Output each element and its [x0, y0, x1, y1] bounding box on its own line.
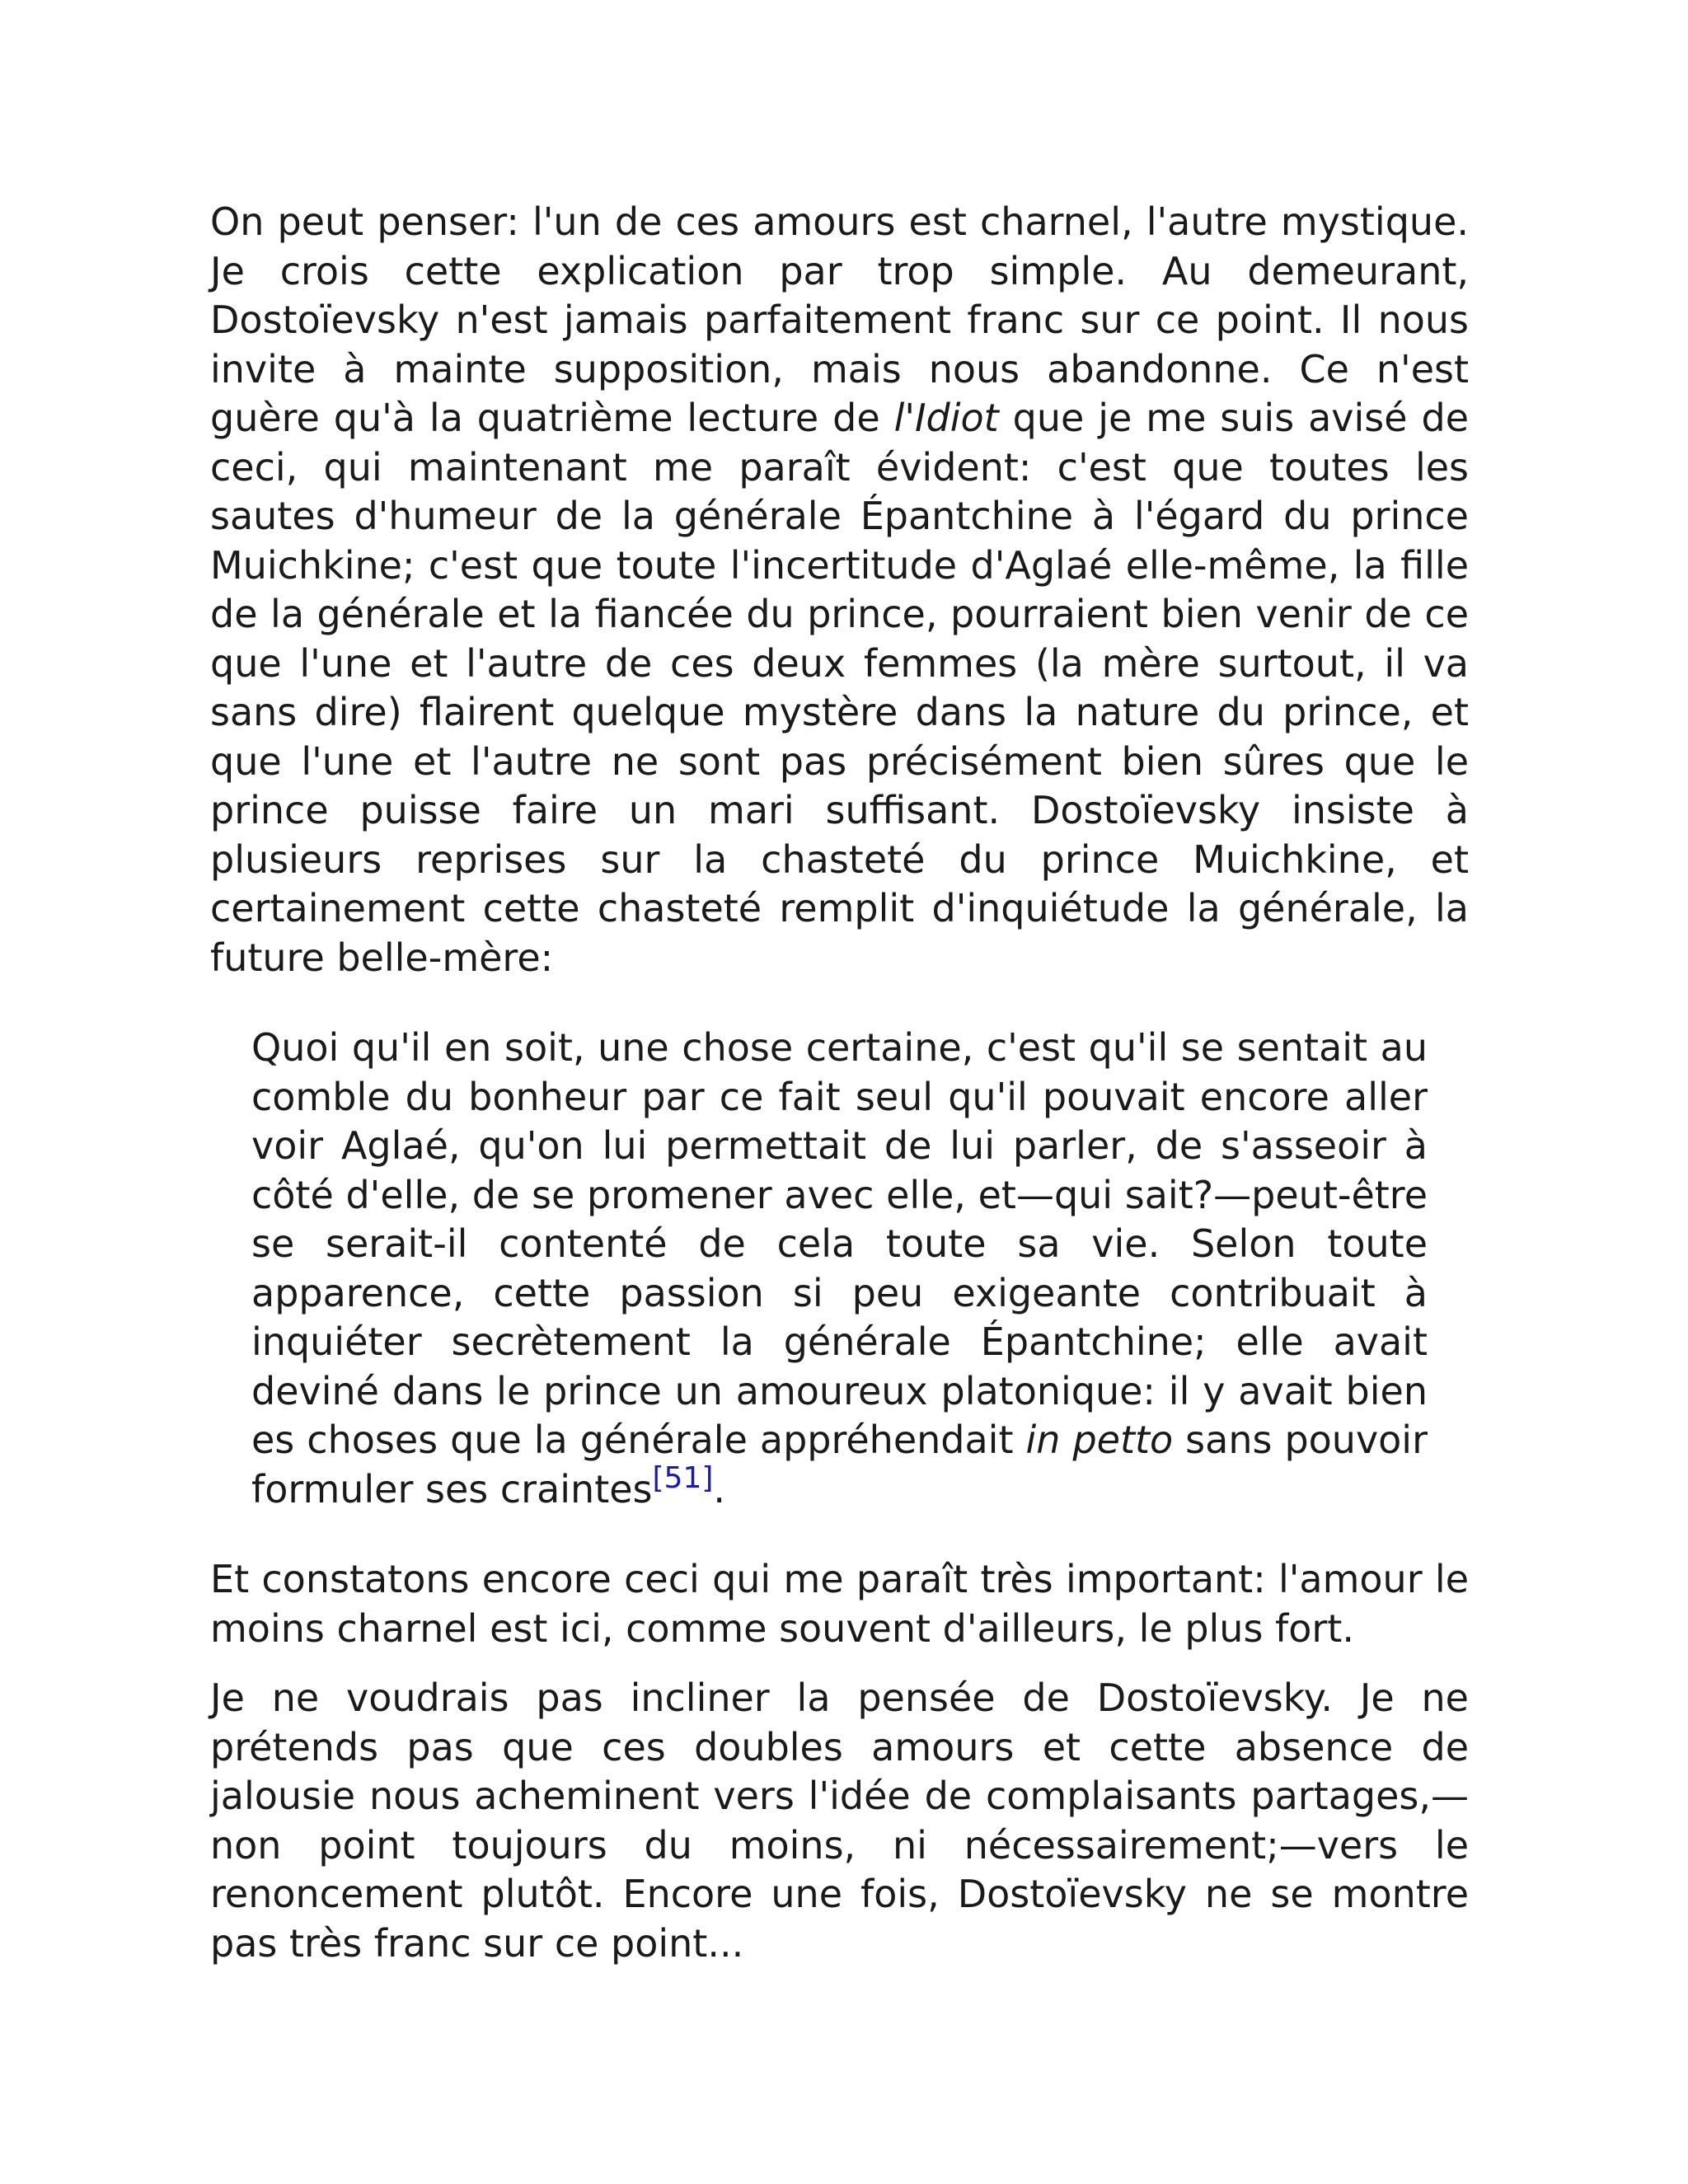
footnote-link-51[interactable]: [51] [652, 1460, 714, 1495]
paragraph-3: Je ne voudrais pas incliner la pensée de Dostoïevsky. Je ne prétends pas que ces doubles amours et cette absence de jalousie nous acheminent vers l'idée de complaisants partages,—non point toujours du moins, ni nécessairement;—vers le renoncement plutôt. Encore une fois, Dostoïevsky ne se montre pas très franc sur ce point... [210, 1675, 1469, 1966]
book-title-idiot: l'Idiot [893, 396, 999, 440]
quote-text-b: sans pouvoir formuler ses craintes [251, 1418, 1428, 1511]
quote-end: . [713, 1466, 726, 1511]
paragraph-1-text-a: On peut penser: l'un de ces amours est charnel, l'autre mystique. Je crois cette explication par trop simple. Au demeurant, Dostoïevsky n'est jamais parfaitement franc sur ce point. Il nous invite à mainte supposition, mais nous abandonne. Ce n'est guère qu'à la quatrième lecture de [210, 199, 1469, 440]
paragraph-2: Et constatons encore ceci qui me paraît très important: l'amour le moins charnel est ici, comme souvent d'ailleurs, le plus fort. [210, 1557, 1469, 1651]
quote-italic-phrase: in petto [1025, 1418, 1174, 1462]
quote-text-a: Quoi qu'il en soit, une chose certaine, c'est qu'il se sentait au comble du bonheur par ce fait seul qu'il pouvait encore aller voir Aglaé, qu'on lui permettait de lui parler, de s'asseoir à côté d'elle, de se promener avec elle, et—qui sait?—peut-être se serait-il contenté de cela toute sa vie. Selon toute apparence, cette passion si peu exigeante contribuait à inquiéter secrètement la générale Épantchine; elle avait deviné dans le prince un amoureux platonique: il y avait bien es choses que la générale appréhendait [251, 1025, 1428, 1462]
block-quote [251, 1024, 1428, 1514]
paragraph-1 [210, 198, 1469, 982]
document-page [210, 198, 1469, 1989]
paragraph-1-text-b: que je me suis avisé de ceci, qui maintenant me paraît évident: c'est que toutes les sautes d'humeur de la générale Épantchine à l'égard du prince Muichkine; c'est que toute l'incertitude d'Aglaé elle-même, la fille de la générale et la fiancée du prince, pourraient bien venir de ce que l'une et l'autre de ces deux femmes (la mère surtout, il va sans dire) flairent quelque mystère dans la nature du prince, et que l'une et l'autre ne sont pas précisément bien sûres que le prince puisse faire un mari suffisant. Dostoïevsky insiste à plusieurs reprises sur la chasteté du prince Muichkine, et certainement cette chasteté remplit d'inquiétude la générale, la future belle-mère: [210, 396, 1469, 980]
